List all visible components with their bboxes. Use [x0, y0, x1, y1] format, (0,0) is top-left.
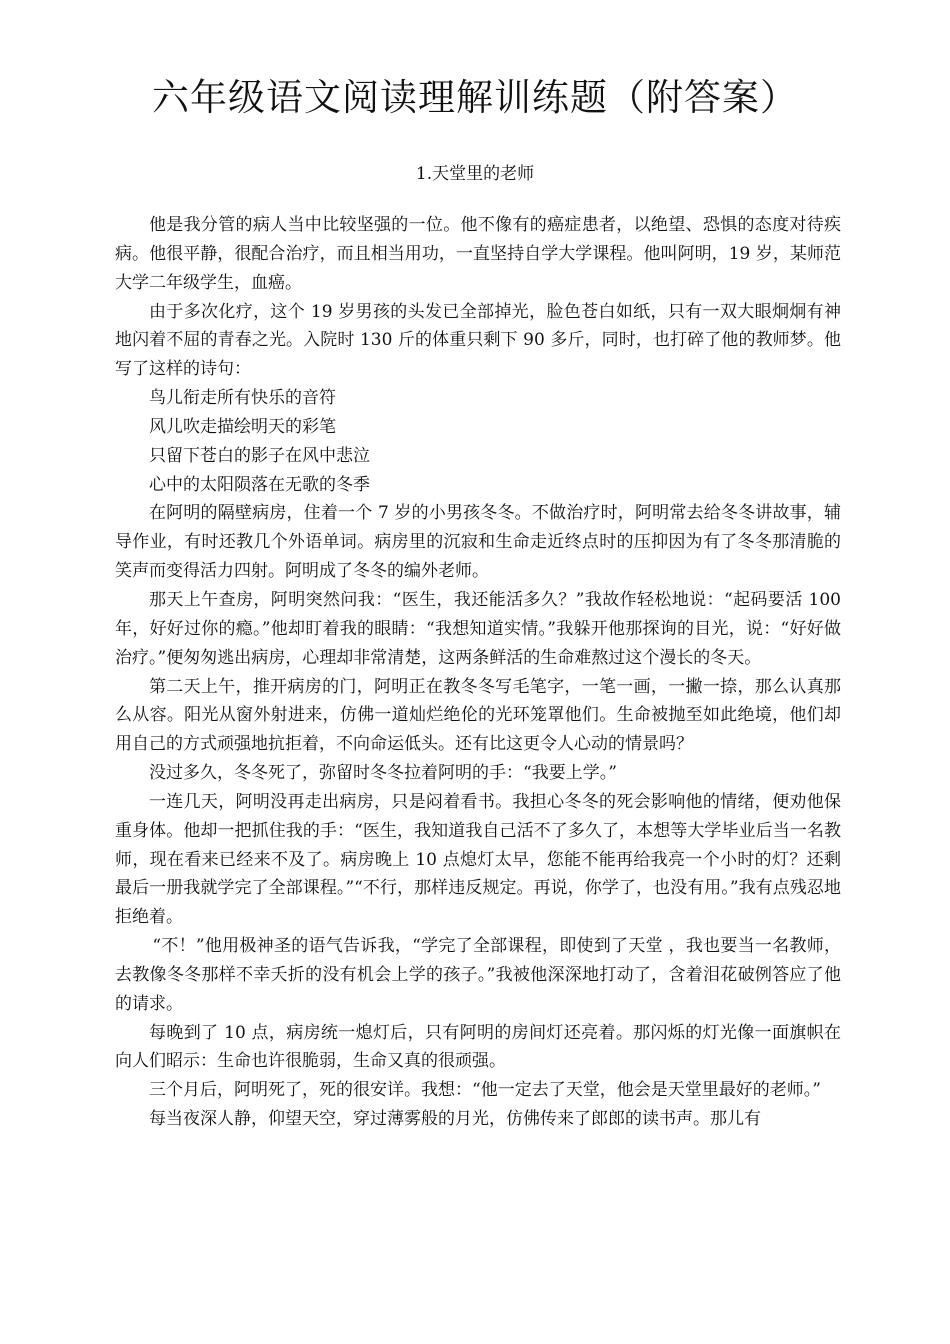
paragraph: “不！”他用极神圣的语气告诉我，“学完了全部课程，即使到了天堂 ，我也要当一名教师，去教像冬冬那样不幸夭折的没有机会上学的孩子。”我被他深深地打动了，含着泪花破例答应了他的请求。 — [115, 936, 841, 1014]
paragraph: 他是我分管的病人当中比较坚强的一位。他不像有的癌症患者，以绝望、恐惧的态度对待疾病。他很平静，很配合治疗，而且相当用功，一直坚持自学大学课程。他叫阿明，19 岁，某师范大学二年级学生，血癌。 — [115, 215, 841, 293]
poem-line: 风儿吹走描绘明天的彩笔 — [149, 416, 336, 437]
document-title: 六年级语文阅读理解训练题（附答案） — [152, 76, 798, 119]
paragraph: 由于多次化疗，这个 19 岁男孩的头发已全部掉光，脸色苍白如纸，只有一双大眼炯炯有神地闪着不屈的青春之光。入院时 130 斤的体重只剩下 90 多斤，同时，也打碎了他的教师梦。他写了这样的诗句： — [115, 301, 841, 380]
paragraph: 三个月后，阿明死了，死的很安详。我想：“他一定去了天堂，他会是天堂里最好的老师。” — [149, 1080, 821, 1101]
paragraph: 那天上午查房，阿明突然问我：“医生，我还能活多久？”我故作轻松地说：“起码要活 100 年，好好过你的瘾。”他却盯着我的眼睛：“我想知道实情。”我躲开他那探询的目光，说：“好好做治疗。”便匆匆逃出病房，心理却非常清楚，这两条鲜活的生命难熬过这个漫长的冬天。 — [115, 589, 841, 668]
article-body — [115, 211, 841, 1134]
section-title: 1.天堂里的老师 — [415, 164, 535, 184]
paragraph: 没过多久，冬冬死了，弥留时冬冬拉着阿明的手：“我要上学。” — [149, 763, 617, 784]
paragraph: 每当夜深人静，仰望天空，穿过薄雾般的月光，仿佛传来了郎郎的读书声。那儿有 — [149, 1109, 761, 1130]
poem-line: 心中的太阳陨落在无歌的冬季 — [149, 474, 370, 495]
paragraph: 每晚到了 10 点，病房统一熄灯后，只有阿明的房间灯还亮着。那闪烁的灯光像一面旗帜在向人们昭示：生命也许很脆弱，生命又真的很顽强。 — [115, 1022, 841, 1072]
poem-line: 只留下苍白的影子在风中悲泣 — [149, 445, 370, 466]
poem-line: 鸟儿衔走所有快乐的音符 — [149, 388, 336, 409]
paragraph: 一连几天，阿明没再走出病房，只是闷着看书。我担心冬冬的死会影响他的情绪，便劝他保重身体。他却一把抓住我的手：“医生，我知道我自己活不了多久了，本想等大学毕业后当一名教师，现在看来已经来不及了。病房晚上 10 点熄灯太早，您能不能再给我亮一个小时的灯？还剩最后一册我就学完了全部课程。”“不行，那样违反规定。再说，你学了，也没有用。”我有点残忍地拒绝着。 — [115, 791, 841, 928]
paragraph: 在阿明的隔壁病房，住着一个 7 岁的小男孩冬冬。不做治疗时，阿明常去给冬冬讲故事，辅导作业，有时还教几个外语单词。病房里的沉寂和生命走近终点时的压抑因为有了冬冬那清脆的笑声而变得活力四射。阿明成了冬冬的编外老师。 — [115, 503, 841, 582]
paragraph: 第二天上午，推开病房的门，阿明正在教冬冬写毛笔字，一笔一画，一撇一捺，那么认真那么从容。阳光从窗外射进来，仿佛一道灿烂绝伦的光环笼罩他们。生命被抛至如此绝境，他们却用自己的方式顽强地抗拒着，不向命运低头。还有比这更令人心动的情景吗？ — [115, 676, 841, 755]
